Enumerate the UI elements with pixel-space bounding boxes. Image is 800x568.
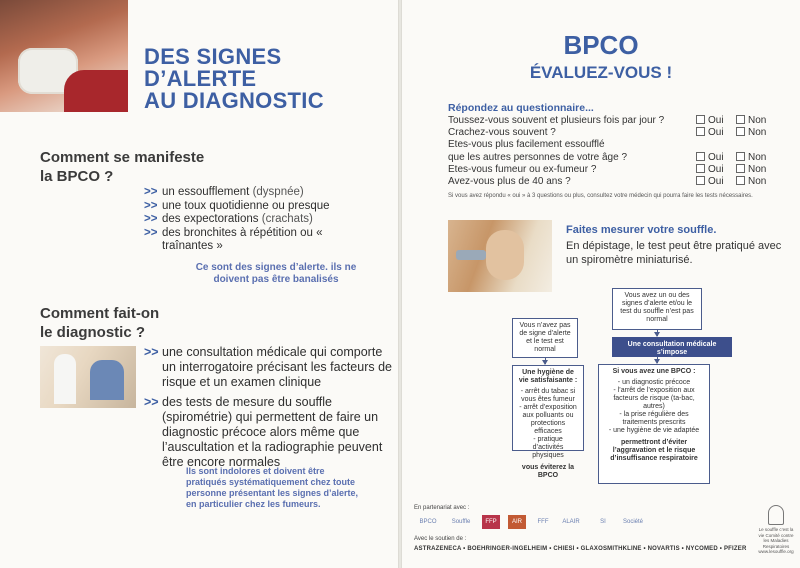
list-item bbox=[144, 227, 352, 254]
no-checkbox[interactable] bbox=[736, 164, 745, 173]
bpco-item: - une hygiène de vie adaptée bbox=[608, 427, 700, 434]
yes-option[interactable] bbox=[696, 115, 724, 127]
partner-logo: FFP bbox=[482, 515, 500, 529]
doctor-patient-photo bbox=[40, 346, 136, 408]
partners-label: En partenariat avec : bbox=[414, 505, 470, 511]
souffle-text: Le souffle c’est la vie Comité contre les Maladies Respiratoires www.lesouffle.org bbox=[758, 527, 794, 554]
yes-label: Oui bbox=[708, 127, 724, 139]
bpco-result: permettront d’éviter l’aggravation et le risque d’insuffisance respiratoire bbox=[610, 439, 698, 462]
yes-option[interactable] bbox=[696, 164, 724, 176]
right-page bbox=[402, 0, 800, 568]
flow-box-consult: Une consultation médicale s’impose bbox=[612, 337, 732, 357]
bullet-marker: >> bbox=[144, 186, 158, 198]
heading-line: la BPCO ? bbox=[40, 168, 114, 185]
page-subtitle-right: ÉVALUEZ-VOUS ! bbox=[529, 63, 673, 82]
question-text: Toussez-vous souvent et plusieurs fois par jour ? bbox=[448, 115, 665, 126]
support-label: Avec le soutien de : bbox=[414, 536, 467, 542]
no-option[interactable] bbox=[736, 176, 766, 188]
heading-line: le diagnostic ? bbox=[40, 324, 146, 341]
no-option[interactable] bbox=[736, 115, 766, 127]
hygiene-title: Une hygiène de vie satisfaisante : bbox=[518, 369, 578, 384]
yes-checkbox[interactable] bbox=[696, 164, 705, 173]
partner-logo: ALAIR bbox=[562, 519, 580, 525]
no-checkbox[interactable] bbox=[736, 127, 745, 136]
no-checkbox[interactable] bbox=[736, 152, 745, 161]
flow-arrow bbox=[545, 358, 546, 364]
section-heading-symptoms bbox=[40, 148, 204, 186]
questionnaire-intro: Répondez au questionnaire... bbox=[448, 102, 594, 114]
yes-label: Oui bbox=[708, 175, 724, 187]
bullet-note: (crachats) bbox=[261, 213, 313, 226]
yes-option[interactable] bbox=[696, 152, 724, 164]
yes-label: Oui bbox=[708, 151, 724, 163]
bullet-marker: >> bbox=[144, 199, 158, 212]
yes-checkbox[interactable] bbox=[696, 127, 705, 136]
list-item bbox=[144, 345, 394, 389]
no-label: Non bbox=[748, 163, 767, 175]
alert-note-diagnosis: Ils sont indolores et doivent être pratiqués systématiquement chez toute personne présentant les signes d’alerte, en particulier chez les fumeurs. bbox=[186, 466, 359, 509]
list-item bbox=[144, 395, 394, 469]
spirometer-photo bbox=[448, 220, 552, 292]
bullet-note: (dyspnée) bbox=[252, 186, 304, 198]
questionnaire bbox=[448, 115, 778, 188]
question-text: Etes-vous plus facilement essoufflé bbox=[448, 139, 605, 151]
yes-checkbox[interactable] bbox=[696, 152, 705, 161]
yes-option[interactable] bbox=[696, 127, 724, 139]
bullet-marker: >> bbox=[144, 213, 158, 226]
patient-face bbox=[486, 230, 524, 280]
hygiene-item: - arrêt du tabac si vous êtes fumeur bbox=[520, 388, 576, 403]
bpco-item: - un diagnostic précoce bbox=[617, 379, 691, 386]
section-heading-diagnosis bbox=[40, 304, 159, 342]
yes-label: Oui bbox=[708, 163, 724, 175]
yes-option[interactable] bbox=[696, 176, 724, 188]
spiro-title: Faites mesurer votre souffle. bbox=[566, 224, 717, 236]
partner-logo: SI bbox=[600, 519, 606, 525]
no-checkbox[interactable] bbox=[736, 115, 745, 124]
partner-logo: BPCO bbox=[419, 519, 437, 525]
question-row bbox=[448, 164, 778, 176]
page-title-left bbox=[144, 46, 324, 112]
bullet-marker: >> bbox=[144, 226, 158, 239]
coughing-woman-photo bbox=[0, 0, 128, 112]
bullet-text: une consultation médicale qui comporte un interrogatoire précisant les facteurs de risque et un examen clinique bbox=[162, 345, 392, 389]
bpco-title: Si vous avez une BPCO : bbox=[612, 368, 696, 375]
spiro-text: En dépistage, le test peut être pratiqué avec un spiromètre miniaturisé. bbox=[566, 240, 782, 266]
hygiene-item: - pratique d’activités physiques bbox=[532, 436, 564, 459]
flow-arrow bbox=[657, 357, 658, 363]
souffle-logo bbox=[758, 505, 794, 555]
red-sleeve bbox=[64, 70, 128, 112]
no-option[interactable] bbox=[736, 152, 766, 164]
hygiene-result: vous éviterez la BPCO bbox=[521, 464, 575, 479]
partner-logo: FFF bbox=[537, 519, 549, 525]
spirometer-device bbox=[456, 250, 486, 260]
no-label: Non bbox=[748, 115, 767, 126]
title-line: DES SIGNES bbox=[144, 44, 282, 69]
page-title-right: BPCO bbox=[563, 30, 639, 60]
question-row bbox=[448, 176, 778, 188]
bullet-text: des expectorations bbox=[162, 213, 262, 226]
heading-line: Comment fait-on bbox=[40, 305, 160, 322]
heading-line: Comment se manifeste bbox=[40, 149, 205, 166]
question-row bbox=[448, 115, 778, 127]
bullet-text: une toux quotidienne ou presque bbox=[162, 199, 330, 212]
patient-figure bbox=[90, 360, 124, 400]
no-label: Non bbox=[748, 127, 767, 139]
question-text: Crachez-vous souvent ? bbox=[448, 127, 556, 139]
questionnaire-footnote: Si vous avez répondu « oui » à 3 questions ou plus, consultez votre médecin qui pourra faire les tests nécessaires. bbox=[448, 193, 753, 199]
flow-box-hygiene bbox=[512, 365, 584, 479]
flow-box-no-alert: Vous n’avez pas de signe d’alerte et le test est normal bbox=[512, 318, 578, 358]
title-line: D’ALERTE bbox=[144, 66, 257, 91]
question-text: que les autres personnes de votre âge ? bbox=[448, 151, 628, 163]
bullet-marker: >> bbox=[144, 345, 159, 359]
sponsor-list: ASTRAZENECA • BOEHRINGER-INGELHEIM • CHIESI • GLAXOSMITHKLINE • NOVARTIS • NYCOMED • PFIZER bbox=[414, 546, 747, 552]
yes-checkbox[interactable] bbox=[696, 176, 705, 185]
bpco-item: - l’arrêt de l’exposition aux facteurs de risque (ta-bac, autres) bbox=[613, 387, 695, 410]
symptom-list bbox=[144, 186, 352, 254]
list-item bbox=[144, 213, 352, 227]
partner-logo: AIR bbox=[508, 515, 526, 529]
question-row bbox=[448, 139, 778, 151]
no-option[interactable] bbox=[736, 127, 766, 139]
diagnosis-list bbox=[144, 345, 394, 475]
flow-box-bpco bbox=[598, 364, 710, 484]
no-checkbox[interactable] bbox=[736, 176, 745, 185]
flow-box-alert: Vous avez un ou des signes d’alerte et/ou le test du souffle n’est pas normal bbox=[612, 288, 702, 330]
partner-logo: Société bbox=[622, 519, 643, 525]
no-option[interactable] bbox=[736, 164, 766, 176]
list-item bbox=[144, 200, 352, 214]
partner-logo: Souffle bbox=[451, 519, 471, 525]
alert-note-symptoms: Ce sont des signes d’alerte. ils ne doivent pas être banalisés bbox=[195, 262, 357, 285]
no-label: Non bbox=[748, 151, 767, 163]
question-text: Etes-vous fumeur ou ex-fumeur ? bbox=[448, 163, 597, 175]
yes-checkbox[interactable] bbox=[696, 115, 705, 124]
hygiene-item: - arrêt d’exposition aux polluants ou protections efficaces bbox=[519, 404, 577, 435]
bullet-text: un essoufflement bbox=[162, 186, 253, 198]
question-text: Avez-vous plus de 40 ans ? bbox=[448, 175, 571, 187]
doctor-figure bbox=[54, 354, 76, 404]
partner-logos bbox=[416, 515, 666, 531]
lungs-icon bbox=[768, 505, 784, 525]
yes-label: Oui bbox=[708, 115, 724, 126]
question-row bbox=[448, 152, 778, 164]
bullet-text: des tests de mesure du souffle (spirométrie) qui permettent de faire un diagnostic précoce alors même que l’auscultation et la radiographie peuvent être encore normales bbox=[162, 395, 383, 469]
question-row bbox=[448, 127, 778, 139]
bpco-item: - la prise régulière des traitements prescrits bbox=[619, 411, 689, 426]
bullet-marker: >> bbox=[144, 395, 159, 410]
title-line: AU DIAGNOSTIC bbox=[144, 88, 324, 113]
left-page bbox=[0, 0, 398, 568]
no-label: Non bbox=[748, 175, 767, 187]
bullet-text: des bronchites à répétition ou « traînantes » bbox=[162, 226, 323, 253]
list-item bbox=[144, 186, 352, 200]
flow-arrow bbox=[657, 330, 658, 336]
